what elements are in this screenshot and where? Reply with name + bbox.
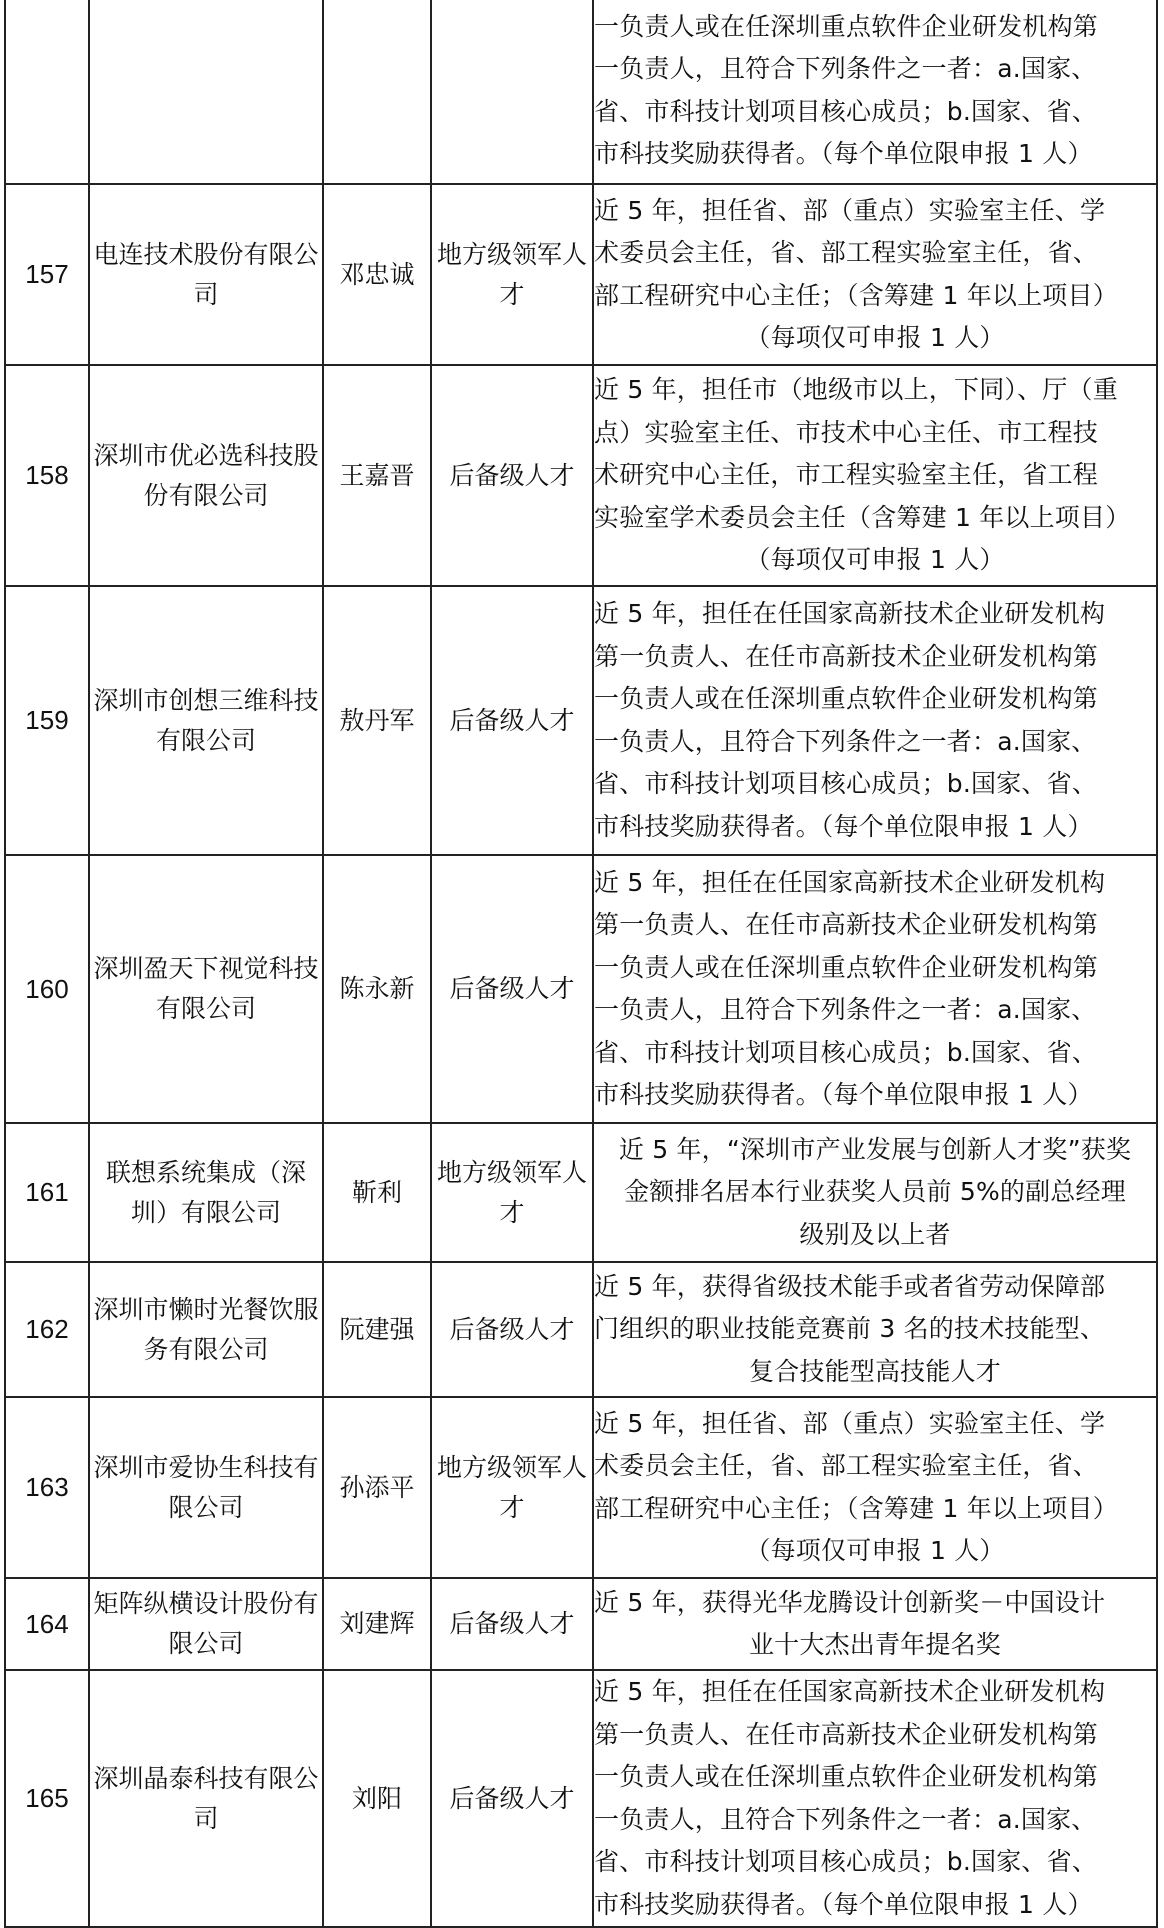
table-row (5, 184, 1157, 365)
person-name: 王嘉晋 (323, 365, 431, 586)
condition-line: 市科技奖励获得者。（每个单位限申报 1 人） (594, 1889, 1093, 1919)
condition-line: 级别及以上者 (799, 1219, 951, 1249)
qualification-condition (593, 1670, 1157, 1927)
condition-line: 术研究中心主任，市工程实验室主任，省工程 (594, 460, 1099, 490)
qualification-condition (593, 1578, 1157, 1670)
table-row (5, 1397, 1157, 1578)
condition-line: （每项仅可申报 1 人） (745, 545, 1005, 575)
company-name: 联想系统集成（深圳）有限公司 (89, 1123, 323, 1262)
table-row (5, 1578, 1157, 1670)
condition-line: 一负责人，且符合下列条件之一者：a.国家、 (594, 1804, 1097, 1834)
company-name: 深圳市优必选科技股份有限公司 (89, 365, 323, 586)
person-name: 敖丹军 (323, 586, 431, 855)
condition-line: （每项仅可申报 1 人） (745, 323, 1005, 352)
qualification-condition (593, 586, 1157, 855)
condition-line: 部工程研究中心主任；（含筹建 1 年以上项目） (594, 280, 1118, 310)
row-number (5, 0, 89, 184)
qualification-condition (593, 184, 1157, 365)
condition-line: 实验室学术委员会主任（含筹建 1 年以上项目） (594, 502, 1131, 532)
row-number: 162 (5, 1262, 89, 1397)
talent-level: 地方级领军人才 (431, 1397, 593, 1578)
qualification-condition (593, 855, 1157, 1123)
qualification-condition (593, 1397, 1157, 1578)
condition-line: 业十大杰出青年提名奖 (748, 1630, 1001, 1659)
condition-line: 术委员会主任，省、部工程实验室主任，省、 (594, 238, 1099, 267)
table-row (5, 855, 1157, 1123)
company-name: 深圳市爱协生科技有限公司 (89, 1397, 323, 1578)
talent-level: 地方级领军人才 (431, 184, 593, 365)
talent-list-table (4, 0, 1158, 1928)
row-number: 165 (5, 1670, 89, 1927)
person-name: 靳利 (323, 1123, 431, 1262)
condition-line: 近 5 年，担任在任国家高新技术企业研发机构 (594, 599, 1106, 628)
condition-line: 近 5 年，担任市（地级市以上，下同）、厅（重 (594, 375, 1118, 405)
table-body (5, 0, 1157, 1927)
talent-level (431, 0, 593, 184)
row-number: 161 (5, 1123, 89, 1262)
table-row (5, 0, 1157, 184)
condition-line: 近 5 年，担任省、部（重点）实验室主任、学 (594, 1408, 1106, 1438)
condition-line: 省、市科技计划项目核心成员；b.国家、省、 (594, 1847, 1098, 1876)
condition-line: 一负责人，且符合下列条件之一者：a.国家、 (594, 726, 1097, 756)
condition-line: 近 5 年，获得光华龙腾设计创新奖－中国设计 (594, 1587, 1106, 1617)
row-number: 158 (5, 365, 89, 586)
talent-level: 后备级人才 (431, 365, 593, 586)
condition-line: 市科技奖励获得者。（每个单位限申报 1 人） (594, 811, 1093, 841)
qualification-condition (593, 1123, 1157, 1262)
condition-line: 近 5 年，获得省级技术能手或者省劳动保障部 (594, 1271, 1106, 1301)
company-name: 深圳盈天下视觉科技有限公司 (89, 855, 323, 1123)
person-name: 刘建辉 (323, 1578, 431, 1670)
company-name: 矩阵纵横设计股份有限公司 (89, 1578, 323, 1670)
talent-level: 地方级领军人才 (431, 1123, 593, 1262)
condition-line: 近 5 年，“深圳市产业发展与创新人才奖”获奖 (618, 1134, 1132, 1164)
condition-line: 术委员会主任，省、部工程实验室主任，省、 (594, 1451, 1099, 1480)
company-name (89, 0, 323, 184)
talent-level: 后备级人才 (431, 586, 593, 855)
condition-line: 一负责人，且符合下列条件之一者：a.国家、 (594, 995, 1097, 1024)
condition-line: 部工程研究中心主任；（含筹建 1 年以上项目） (594, 1493, 1118, 1523)
condition-line: 第一负责人、在任市高新技术企业研发机构第 (594, 641, 1099, 671)
condition-line: （每项仅可申报 1 人） (745, 1536, 1005, 1565)
qualification-condition (593, 1262, 1157, 1397)
condition-line: 第一负责人、在任市高新技术企业研发机构第 (594, 910, 1099, 939)
condition-line: 一负责人或在任深圳重点软件企业研发机构第 (594, 11, 1099, 41)
talent-level: 后备级人才 (431, 1262, 593, 1397)
company-name: 深圳市创想三维科技有限公司 (89, 586, 323, 855)
person-name: 孙添平 (323, 1397, 431, 1578)
condition-line: 省、市科技计划项目核心成员；b.国家、省、 (594, 1037, 1098, 1067)
condition-line: 金额排名居本行业获奖人员前 5%的副总经理 (624, 1177, 1126, 1207)
condition-line: 近 5 年，担任在任国家高新技术企业研发机构 (594, 867, 1106, 897)
row-number: 163 (5, 1397, 89, 1578)
person-name: 陈永新 (323, 855, 431, 1123)
condition-line: 市科技奖励获得者。（每个单位限申报 1 人） (594, 139, 1093, 168)
company-name: 电连技术股份有限公司 (89, 184, 323, 365)
talent-level: 后备级人才 (431, 855, 593, 1123)
condition-line: 复合技能型高技能人才 (748, 1356, 1001, 1386)
condition-line: 一负责人或在任深圳重点软件企业研发机构第 (594, 1762, 1099, 1791)
person-name: 邓忠诚 (323, 184, 431, 365)
person-name (323, 0, 431, 184)
condition-line: 一负责人或在任深圳重点软件企业研发机构第 (594, 952, 1099, 982)
condition-line: 点）实验室主任、市技术中心主任、市工程技 (594, 417, 1099, 447)
condition-line: 一负责人，且符合下列条件之一者：a.国家、 (594, 54, 1097, 83)
table-row (5, 1670, 1157, 1927)
table-row (5, 1262, 1157, 1397)
talent-level: 后备级人才 (431, 1578, 593, 1670)
condition-line: 省、市科技计划项目核心成员；b.国家、省、 (594, 96, 1098, 126)
condition-line: 近 5 年，担任在任国家高新技术企业研发机构 (594, 1677, 1106, 1706)
row-number: 157 (5, 184, 89, 365)
table-row (5, 586, 1157, 855)
condition-line: 门组织的职业技能竞赛前 3 名的技术技能型、 (594, 1314, 1106, 1344)
person-name: 阮建强 (323, 1262, 431, 1397)
qualification-condition (593, 365, 1157, 586)
person-name: 刘阳 (323, 1670, 431, 1927)
condition-line: 一负责人或在任深圳重点软件企业研发机构第 (594, 684, 1099, 713)
company-name: 深圳市懒时光餐饮服务有限公司 (89, 1262, 323, 1397)
company-name: 深圳晶泰科技有限公司 (89, 1670, 323, 1927)
qualification-condition (593, 0, 1157, 184)
row-number: 159 (5, 586, 89, 855)
row-number: 160 (5, 855, 89, 1123)
condition-line: 市科技奖励获得者。（每个单位限申报 1 人） (594, 1080, 1093, 1109)
condition-line: 第一负责人、在任市高新技术企业研发机构第 (594, 1719, 1099, 1749)
row-number: 164 (5, 1578, 89, 1670)
table-row (5, 1123, 1157, 1262)
condition-line: 近 5 年，担任省、部（重点）实验室主任、学 (594, 195, 1106, 225)
condition-line: 省、市科技计划项目核心成员；b.国家、省、 (594, 769, 1098, 798)
table-row (5, 365, 1157, 586)
talent-level: 后备级人才 (431, 1670, 593, 1927)
